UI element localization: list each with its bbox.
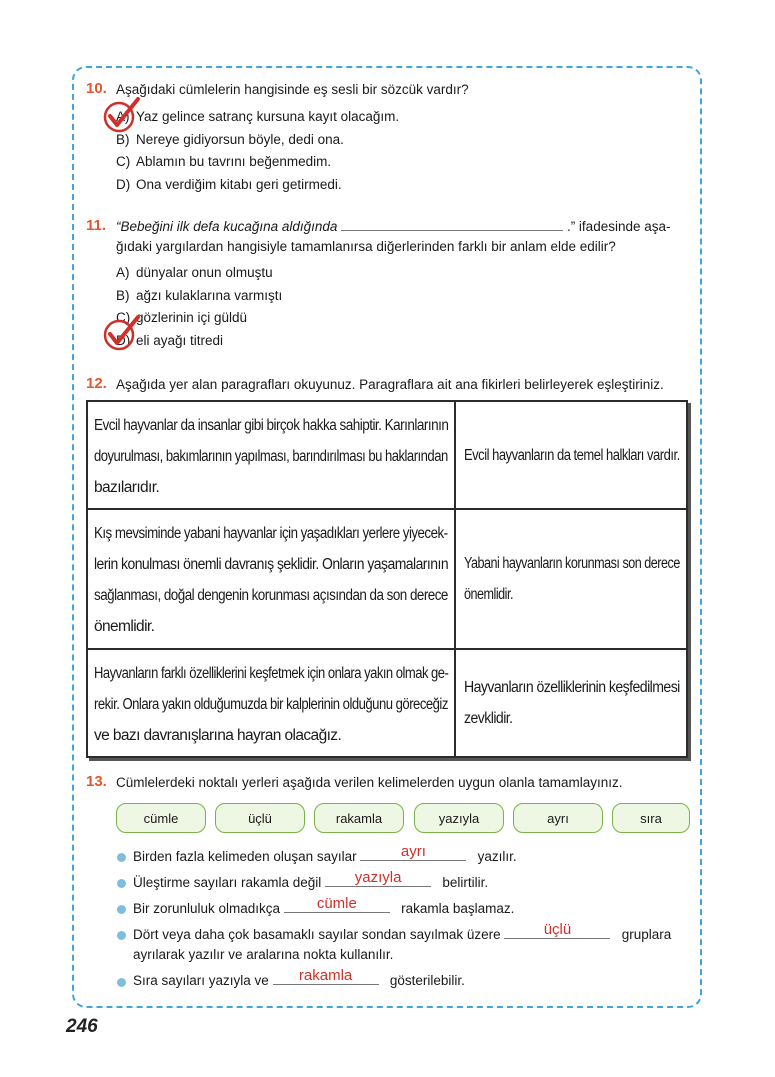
page-number: 246 (66, 1016, 98, 1037)
option-letter: D) (116, 333, 131, 348)
option-text: eli ayağı titredi (136, 333, 224, 348)
sentence-after: rakamla başlamaz. (401, 901, 515, 916)
word-chip-ayri[interactable]: ayrı (513, 803, 603, 833)
sentence-after: belirtilir. (442, 875, 489, 890)
word-chip-sira[interactable]: sıra (612, 803, 690, 833)
main-idea-cell[interactable] (458, 650, 686, 756)
table-row (88, 510, 686, 650)
fill-sentence-2 (133, 869, 489, 893)
paragraph-line: önemlidir. (94, 618, 155, 635)
check-mark-icon (102, 314, 142, 352)
sentence-before: Sıra sayıları yazıyla ve (133, 973, 269, 988)
bullet-icon (117, 879, 126, 888)
q13-text: Cümlelerdeki noktalı yerleri aşağıda verilen kelimelerden uygun olanla tamamlayınız. (116, 775, 623, 790)
matching-table (86, 400, 688, 758)
main-idea-line: Hayvanların özelliklerinin keşfedilmesi (464, 679, 680, 696)
main-idea-line: zevklidir. (464, 710, 513, 727)
fill-sentence-3 (133, 895, 515, 919)
bullet-icon (117, 905, 126, 914)
answer-blank[interactable] (504, 921, 610, 939)
fill-sentence-4 (133, 921, 672, 945)
paragraph-line: doyurulması, bakımlarının yapılması, barındırılması bu haklarından (94, 448, 448, 465)
q10-option-a[interactable] (116, 106, 399, 128)
sentence-before: Üleştirme sayıları rakamla değil (133, 875, 322, 890)
paragraph-line: Kış mevsiminde yabani hayvanlar için yaşadıkları yerlere yiyecek- (94, 525, 448, 542)
option-letter: A) (116, 109, 130, 124)
q11-quote-start: “Bebeğini ilk defa kucağına aldığında (116, 219, 338, 234)
q12-number: 12. (86, 375, 107, 392)
q10-option-c[interactable] (116, 151, 331, 173)
word-chip-rakamla[interactable]: rakamla (314, 803, 404, 833)
option-text: Nereye gidiyorsun böyle, dedi ona. (136, 132, 344, 147)
option-letter: D) (116, 177, 131, 192)
fill-sentence-5 (133, 967, 465, 991)
table-row (88, 650, 686, 756)
main-idea-line: Evcil hayvanların da temel halkları vardır. (464, 446, 680, 464)
paragraph-cell (88, 402, 456, 508)
option-text: gözlerinin içi güldü (136, 310, 248, 325)
word-chip-uclu[interactable]: üçlü (215, 803, 305, 833)
paragraph-line: lerin konulması önemli davranış şeklidir. Onların yaşamalarının (94, 556, 449, 573)
q11-number: 11. (86, 217, 107, 234)
fill-sentence-4-line2: ayrılarak yazılır ve aralarına nokta kullanılır. (133, 947, 394, 962)
fill-sentence-1 (133, 843, 517, 867)
q10-option-d[interactable] (116, 174, 342, 196)
main-idea-cell[interactable] (458, 402, 686, 508)
answer-blank[interactable] (360, 843, 466, 861)
paragraph-line: Evcil hayvanlar da insanlar gibi birçok hakka sahiptir. Karınlarının (94, 417, 449, 434)
handwritten-answer: ayrı (400, 843, 426, 860)
q13-number: 13. (86, 773, 107, 790)
q11-quote-end: .” ifadesinde aşa- (566, 219, 671, 234)
sentence-before: Birden fazla kelimeden oluşan sayılar (133, 849, 357, 864)
q11-option-a[interactable] (116, 262, 273, 284)
sentence-after: yazılır. (477, 849, 517, 864)
answer-blank[interactable] (273, 967, 379, 985)
bullet-icon (117, 978, 126, 987)
option-text: dünyalar onun olmuştu (136, 265, 273, 280)
q10-text: Aşağıdaki cümlelerin hangisinde eş sesli bir sözcük vardır? (116, 82, 469, 97)
check-mark-icon (102, 96, 142, 134)
answer-blank[interactable] (284, 895, 390, 913)
option-text: ağzı kulaklarına varmıştı (136, 288, 283, 303)
option-letter: B) (116, 288, 130, 303)
option-text: Yaz gelince satranç kursuna kayıt olacağım. (136, 109, 400, 124)
q10-option-b[interactable] (116, 129, 344, 151)
handwritten-answer: üçlü (543, 921, 572, 938)
q11-option-b[interactable] (116, 285, 282, 307)
option-text: Ablamın bu tavrını beğenmedim. (136, 154, 332, 169)
paragraph-cell (88, 510, 456, 648)
answer-blank[interactable] (325, 869, 431, 887)
q10-number: 10. (86, 80, 107, 97)
q11-text-line2: ğıdaki yargılardan hangisiyle tamamlanırsa diğerlerinden farklı bir anlam elde edilir? (116, 239, 616, 254)
sentence-after: gösterilebilir. (389, 973, 465, 988)
q11-text-line1 (116, 217, 671, 237)
paragraph-line: Hayvanların farklı özelliklerini keşfetmek için onlara yakın olmak ge- (94, 665, 449, 682)
paragraph-line: ve bazı davranışlarına hayran olacağız. (94, 727, 342, 744)
paragraph-line: sağlanması, doğal dengenin korunması açısından da son derece (94, 587, 448, 604)
option-letter: C) (116, 154, 131, 169)
paragraph-cell (88, 650, 456, 756)
option-letter: B) (116, 132, 130, 147)
q11-blank (341, 230, 563, 231)
sentence-before: Bir zorunluluk olmadıkça (133, 901, 281, 916)
handwritten-answer: yazıyla (354, 869, 402, 886)
table-row (88, 402, 686, 510)
main-idea-line: önemlidir. (464, 586, 513, 603)
main-idea-cell[interactable] (458, 510, 686, 648)
bullet-icon (117, 931, 126, 940)
option-text: Ona verdiğim kitabı geri getirmedi. (136, 177, 342, 192)
paragraph-line: bazılarıdır. (94, 479, 160, 496)
bullet-icon (117, 853, 126, 862)
sentence-after: gruplara (621, 927, 672, 942)
paragraph-line: rekir. Onlara yakın olduğumuzda bir kalplerinin olduğunu göreceğiz (94, 696, 448, 713)
option-letter: A) (116, 265, 130, 280)
main-idea-line: Yabani hayvanların korunması son derece (464, 555, 680, 572)
option-letter: C) (116, 310, 131, 325)
word-chip-cumle[interactable]: cümle (116, 803, 206, 833)
word-chip-yaziyla[interactable]: yazıyla (414, 803, 504, 833)
q12-text: Aşağıda yer alan paragrafları okuyunuz. Paragraflara ait ana fikirleri belirleyerek eşleştiriniz. (116, 377, 664, 392)
handwritten-answer: rakamla (298, 967, 353, 984)
sentence-before: Dört veya daha çok basamaklı sayılar sondan sayılmak üzere (133, 927, 501, 942)
handwritten-answer: cümle (316, 895, 357, 912)
